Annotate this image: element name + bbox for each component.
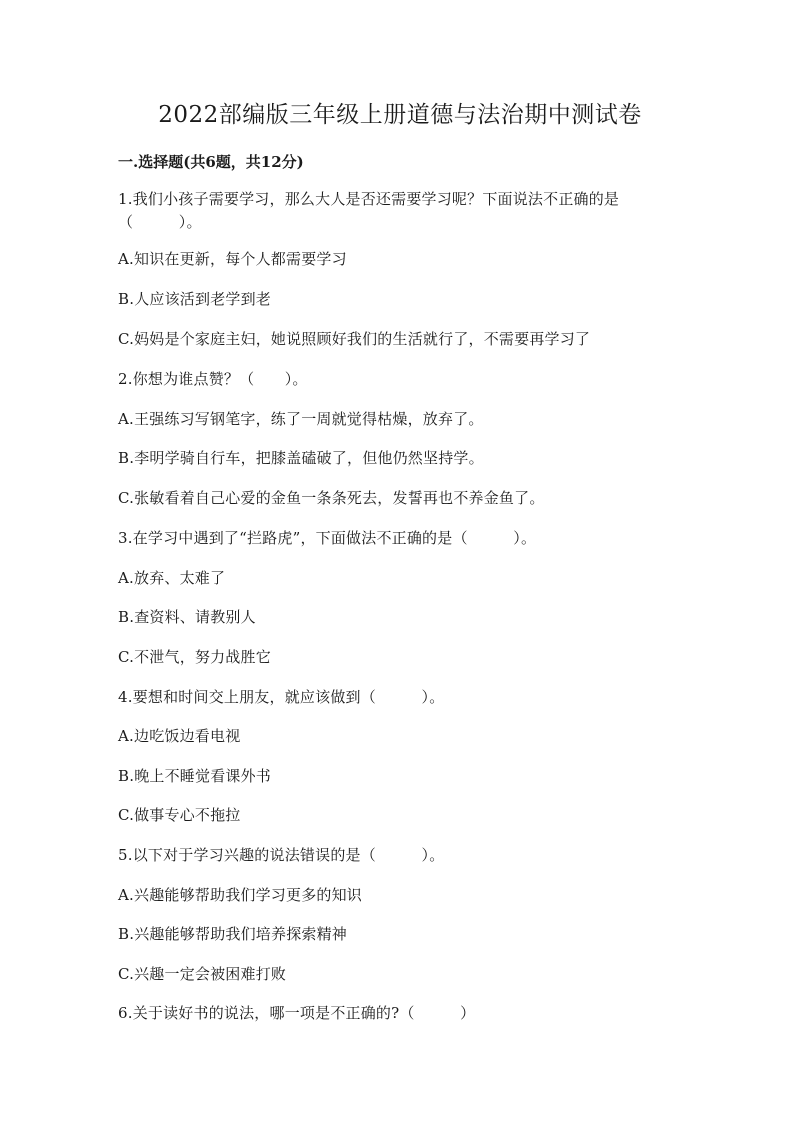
- question-4-stem: 4.要想和时间交上朋友，就应该做到（ ）。: [118, 688, 445, 706]
- question-1-option-b: B.人应该活到老学到老: [118, 290, 271, 308]
- question-3-stem: 3.在学习中遇到了“拦路虎”，下面做法不正确的是（ ）。: [118, 529, 537, 547]
- question-4-option-b: B.晚上不睡觉看课外书: [118, 767, 271, 785]
- question-2-option-c: C.张敏看着自己心爱的金鱼一条条死去，发誓再也不养金鱼了。: [118, 489, 545, 507]
- question-5-option-c: C.兴趣一定会被困难打败: [118, 965, 287, 983]
- question-5-option-b: B.兴趣能够帮助我们培养探索精神: [118, 925, 347, 943]
- question-3-option-c: C.不泄气，努力战胜它: [118, 648, 271, 666]
- question-4-option-c: C.做事专心不拖拉: [118, 806, 241, 824]
- question-2-stem: 2.你想为谁点赞？（ ）。: [118, 370, 308, 388]
- question-3-option-a: A.放弃、太难了: [118, 569, 226, 587]
- question-2-option-a: A.王强练习写钢笔字，练了一周就觉得枯燥，放弃了。: [118, 410, 484, 428]
- question-5-stem: 5.以下对于学习兴趣的说法错误的是（ ）。: [118, 846, 445, 864]
- question-1-stem: 1.我们小孩子需要学习，那么大人是否还需要学习呢？下面说法不正确的是: [118, 190, 620, 208]
- question-1-stem-cont: （ ）。: [118, 213, 202, 231]
- question-3-option-b: B.查资料、请教别人: [118, 608, 256, 626]
- question-2-option-b: B.李明学骑自行车，把膝盖磕破了，但他仍然坚持学。: [118, 449, 484, 467]
- question-5-option-a: A.兴趣能够帮助我们学习更多的知识: [118, 886, 363, 904]
- question-1-option-c: C.妈妈是个家庭主妇，她说照顾好我们的生活就行了，不需要再学习了: [118, 330, 591, 348]
- question-1-option-a: A.知识在更新，每个人都需要学习: [118, 250, 347, 268]
- question-6-stem: 6.关于读好书的说法，哪一项是不正确的?（ ）: [118, 1004, 476, 1022]
- question-4-option-a: A.边吃饭边看电视: [118, 727, 241, 745]
- page-title: 2022部编版三年级上册道德与法治期中测试卷: [158, 102, 642, 128]
- section-heading: 一.选择题(共6题，共12分): [118, 153, 304, 171]
